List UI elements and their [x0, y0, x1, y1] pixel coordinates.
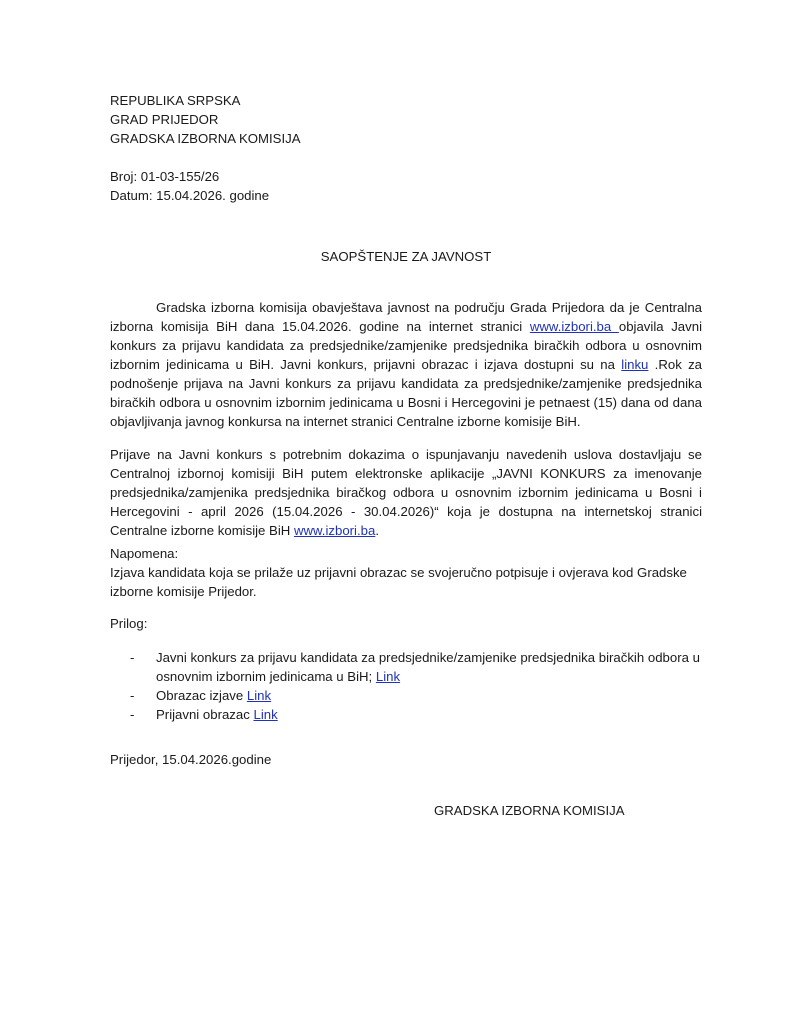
- header-commission: GRADSKA IZBORNA KOMISIJA: [110, 131, 301, 146]
- note-label: Napomena:: [110, 546, 179, 561]
- document-date: Datum: 15.04.2026. godine: [110, 188, 270, 203]
- list-dash: -: [130, 650, 135, 665]
- header-city: GRAD PRIJEDOR: [110, 112, 219, 127]
- header-republic: REPUBLIKA SRPSKA: [110, 93, 241, 108]
- document-header: [110, 91, 702, 205]
- spacer: [110, 148, 702, 167]
- attachment-item: [110, 705, 702, 724]
- linku-link[interactable]: linku: [621, 357, 649, 372]
- attachment-link-obrazac[interactable]: Link: [253, 707, 278, 722]
- document-number: Broj: 01-03-155/26: [110, 169, 220, 184]
- attachment-link-konkurs[interactable]: Link: [375, 669, 401, 684]
- attachments-section: [110, 614, 702, 633]
- signature: GRADSKA IZBORNA KOMISIJA: [434, 803, 625, 818]
- paragraph-announcement: [110, 298, 702, 431]
- paragraph1-text-3: .Rok za podnošenje prijava na Javni konkurs za prijavu kandidata za predsjednike/zamjenike predsjednika biračkih odbora u osnovnim izbornim jedinicama u Bosni i Hercegovini je petnaest (15) dana od dana objavljivanja javnog konkursa na internet stranici Centralne izborne komisije BiH.: [110, 357, 703, 429]
- list-dash: -: [130, 688, 135, 703]
- izbori-link[interactable]: www.izbori.ba: [529, 319, 619, 334]
- attachment-text: Prijavni obrazac: [156, 707, 254, 722]
- paragraph1-text-1: Gradska izborna komisija obavještava javnost na području Grada Prijedora da je Centralna izborna komisija BiH dana 15.04.2026. godine na internet stranici: [110, 300, 702, 334]
- paragraph1-text-2: objavila Javni konkurs za prijavu kandidata za predsjednike/zamjenike predsjednika biračkih odbora u osnovnim izbornim jedinicama u BiH. Javni konkurs, prijavni obrazac i izjava dostupni su na: [110, 319, 702, 372]
- paragraph-applications: [110, 445, 702, 540]
- attachment-item: [110, 648, 702, 686]
- attachments-list: [110, 648, 702, 724]
- attachment-link-izjava[interactable]: Link: [246, 688, 272, 703]
- attachment-text: Obrazac izjave: [156, 688, 247, 703]
- paragraph2-text-2: .: [375, 523, 379, 538]
- title-text: SAOPŠTENJE ZA JAVNOST: [320, 249, 492, 264]
- paragraph2-text-1: Prijave na Javni konkurs s potrebnim dokazima o ispunjavanju navedenih uslova dostavljaju se Centralnoj izbornoj komisiji BiH putem elektronske aplikacije „JAVNI KONKURS za imenovanje predsjednika/zamjenika predsjednika biračkog odbora u osnovnim izbornim jedinicama u Bosni i Hercegovini - april 2026 (15.04.2026 - 30.04.2026)“ koja je dostupna na internetskoj stranici Centralne izborne komisije BiH: [110, 447, 702, 538]
- place-date: [110, 750, 702, 769]
- attachment-text: Javni konkurs za prijavu kandidata za predsjednike/zamjenike predsjednika biračkih odbora u osnovnim izbornim jedinicama u BiH;: [156, 650, 700, 684]
- place-date-text: Prijedor, 15.04.2026.godine: [110, 752, 272, 767]
- note-text: Izjava kandidata koja se prilaže uz prijavni obrazac se svojeručno potpisuje i ovjerava kod Gradske izborne komisije Prijedor.: [110, 565, 687, 599]
- note-section: [110, 544, 702, 601]
- list-dash: -: [130, 707, 135, 722]
- izbori-link-2[interactable]: www.izbori.ba: [293, 523, 376, 538]
- attachment-item: [110, 686, 702, 705]
- document-title: [110, 247, 702, 266]
- attachments-label: Prilog:: [110, 616, 148, 631]
